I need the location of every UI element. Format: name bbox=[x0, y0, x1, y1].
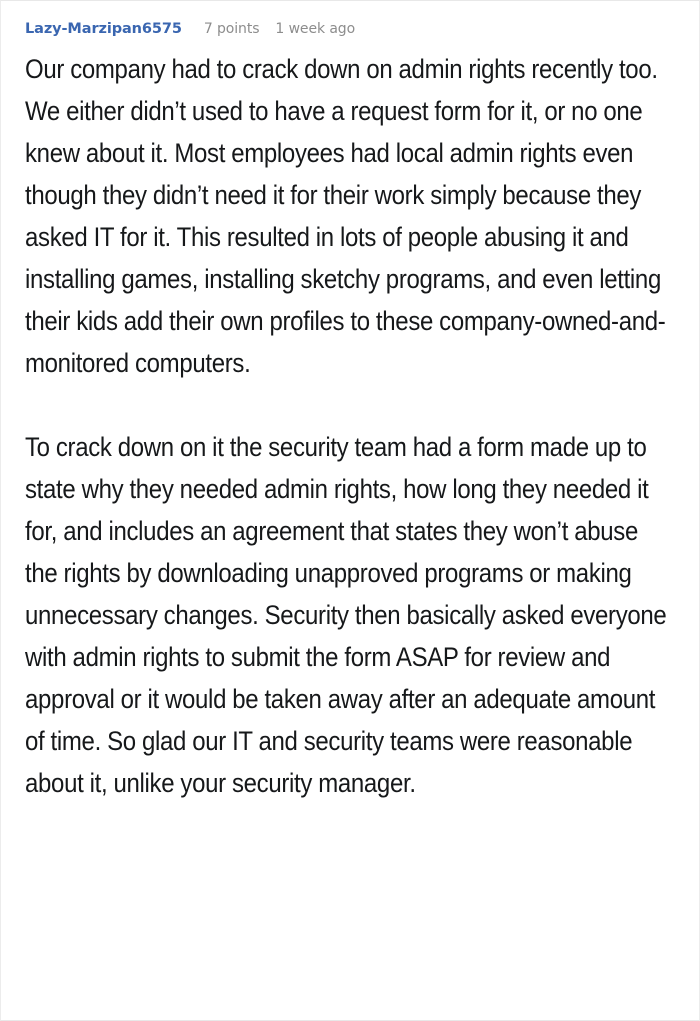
comment-author-link[interactable]: Lazy-Marzipan6575 bbox=[25, 21, 182, 37]
comment-paragraph: Our company had to crack down on admin rights recently too. We either didn’t used to have a request form for it, or no one knew about it. Most employees had local admin rights even though they didn’t need it for their work simply because they asked IT for it. This resulted in lots of people abusing it and installing games, installing sketchy programs, and even letting their kids add their own profiles to these company-owned-and-monitored computers. bbox=[25, 54, 666, 378]
comment-content bbox=[1, 1, 699, 804]
comment-timestamp: 1 week ago bbox=[275, 21, 356, 37]
comment-body bbox=[25, 48, 675, 804]
comment-paragraph: To crack down on it the security team had a form made up to state why they needed admin rights, how long they needed it for, and includes an agreement that states they won’t abuse the rights by downloading unapproved programs or making unnecessary changes. Security then basically asked everyone with admin rights to submit the form ASAP for review and approval or it would be taken away after an adequate amount of time. So glad our IT and security teams were reasonable about it, unlike your security manager. bbox=[25, 432, 667, 798]
comment-meta bbox=[25, 21, 675, 41]
comment-points: 7 points bbox=[203, 21, 260, 37]
